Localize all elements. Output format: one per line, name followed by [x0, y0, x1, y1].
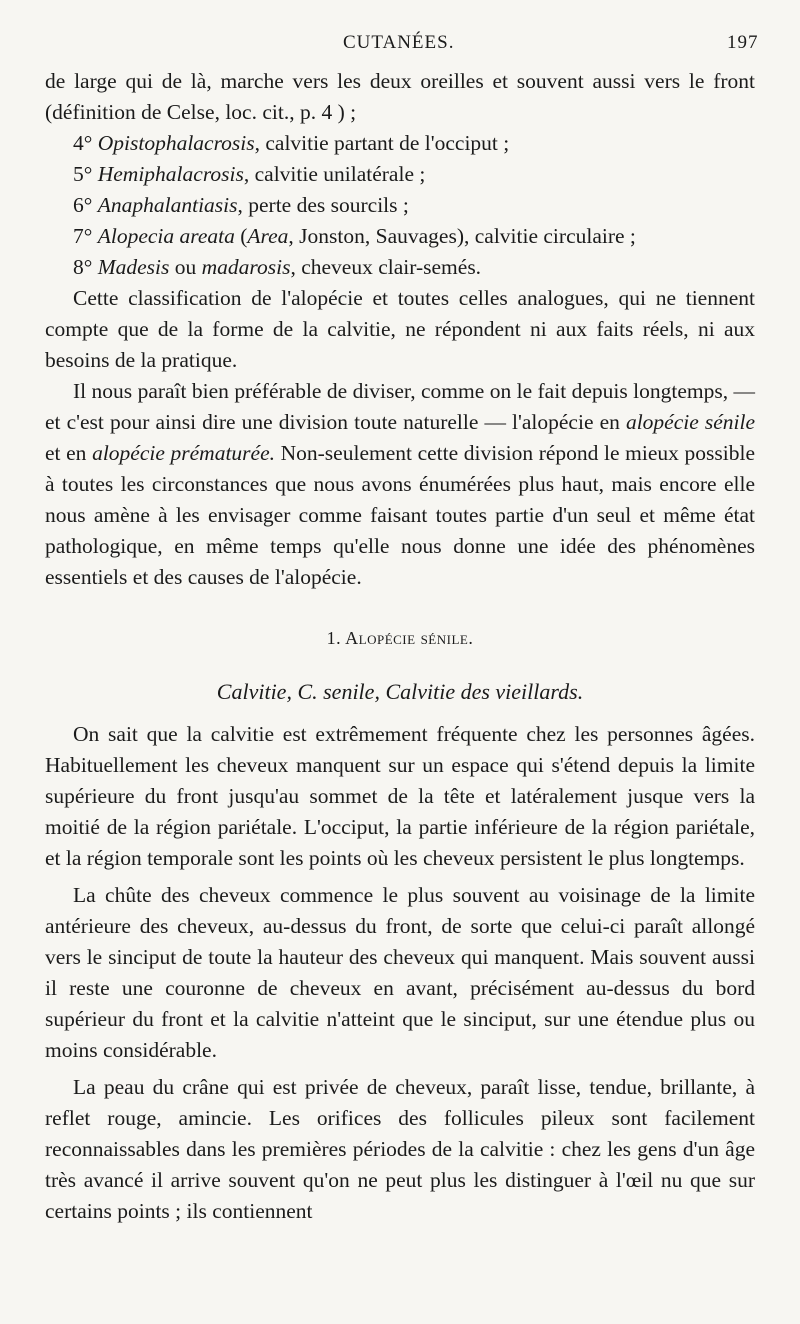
item-term: Hemiphalacrosis	[97, 162, 244, 186]
paragraph-hair-loss: La chûte des cheveux commence le plus souvent au voisinage de la limite antérieure des cheveux, au-dessus du front, de sorte que celui-ci paraît allongé vers le sinciput de toute la hauteur des cheveux qui manquent. Mais souvent aussi il reste une couronne de cheveux en avant, précisément au-dessus du bord supérieur du front et la calvitie n'atteint que le sinciput, sur une étendue plus ou moins considérable.	[45, 883, 755, 1062]
paragraph-frequency: On sait que la calvitie est extrêmement fréquente chez les personnes âgées. Habituellement les cheveux manquent sur un espace qui s'étend depuis la limite supérieure du front jusqu'au sommet de la tête et latéralement jusque vers la moitié de la région pariétale. L'occiput, la partie inférieure de la région pariétale, et la région temporale sont les points où les cheveux persistent le plus longtemps.	[45, 722, 755, 870]
paragraph-scalp: La peau du crâne qui est privée de cheveux, paraît lisse, tendue, brillante, à reflet rouge, amincie. Les orifices des follicules pileux sont facilement reconnaissables dans les premières périodes de la calvitie : chez les gens d'un âge très avancé il arrive souvent qu'on ne peut plus les distinguer à l'œil nu que sur certains points ; ils contiennent	[45, 1075, 755, 1223]
item-term: Anaphalantiasis	[97, 193, 238, 217]
section-title: Alopécie sénile.	[345, 628, 474, 648]
item-connector: (	[234, 224, 248, 248]
paragraph-text: Non-seulement cette division répond le mieux possible à toutes les circonstances que nous avons énumérées plus haut, mais encore elle nous amène à les envisager comme faisant toutes partie d'un seul et même état pathologique, en même temps qu'elle nous donne une idée des phénomènes essentiels et des causes de l'alopécie.	[45, 441, 755, 589]
item-text: , cheveux clair-semés.	[290, 255, 482, 279]
list-item-7	[45, 221, 755, 252]
paragraph-division	[45, 376, 755, 593]
list-item-4	[45, 128, 755, 159]
item-number: 5°	[73, 162, 93, 186]
item-number: 4°	[73, 131, 93, 155]
item-text: , Jonston, Sauvages), calvitie circulaire ;	[288, 224, 636, 248]
item-number: 6°	[73, 193, 93, 217]
item-connector: ou	[169, 255, 202, 279]
page-header	[0, 32, 800, 62]
section-subtitle: Calvitie, C. senile, Calvitie des vieillards.	[216, 679, 584, 704]
item-text: , perte des sourcils ;	[237, 193, 409, 217]
item-term-secondary: madarosis	[201, 255, 291, 279]
item-term-secondary: Area	[247, 224, 289, 248]
page-number: 197	[727, 32, 759, 53]
term-premature: alopécie prématurée.	[92, 441, 275, 465]
running-title: CUTANÉES.	[343, 32, 455, 53]
item-number: 8°	[73, 255, 93, 279]
page-body	[45, 66, 755, 1227]
item-term: Opistophalacrosis	[97, 131, 255, 155]
list-item-8	[45, 252, 755, 283]
item-term: Madesis	[97, 255, 170, 279]
section-heading	[45, 623, 755, 654]
item-number: 7°	[73, 224, 93, 248]
paragraph-classification: Cette classification de l'alopécie et toutes celles analogues, qui ne tiennent compte que de la forme de la calvitie, ne répondent ni aux faits réels, ni aux besoins de la pratique.	[45, 286, 755, 372]
term-senile: alopécie sénile	[625, 410, 755, 434]
intro-paragraph: de large qui de là, marche vers les deux oreilles et souvent aussi vers le front (définition de Celse, loc. cit., p. 4 ) ;	[45, 69, 755, 124]
item-term: Alopecia areata	[97, 224, 235, 248]
item-text: , calvitie partant de l'occiput ;	[254, 131, 510, 155]
list-item-6	[45, 190, 755, 221]
list-item-5	[45, 159, 755, 190]
paragraph-text: et en	[45, 441, 93, 465]
item-text: , calvitie unilatérale ;	[243, 162, 426, 186]
paragraph-text: Il nous paraît bien préférable de diviser, comme on le fait depuis longtemps, — et c'est pour ainsi dire une division toute naturelle — l'alopécie en	[45, 379, 755, 434]
section-number: 1.	[326, 628, 342, 648]
